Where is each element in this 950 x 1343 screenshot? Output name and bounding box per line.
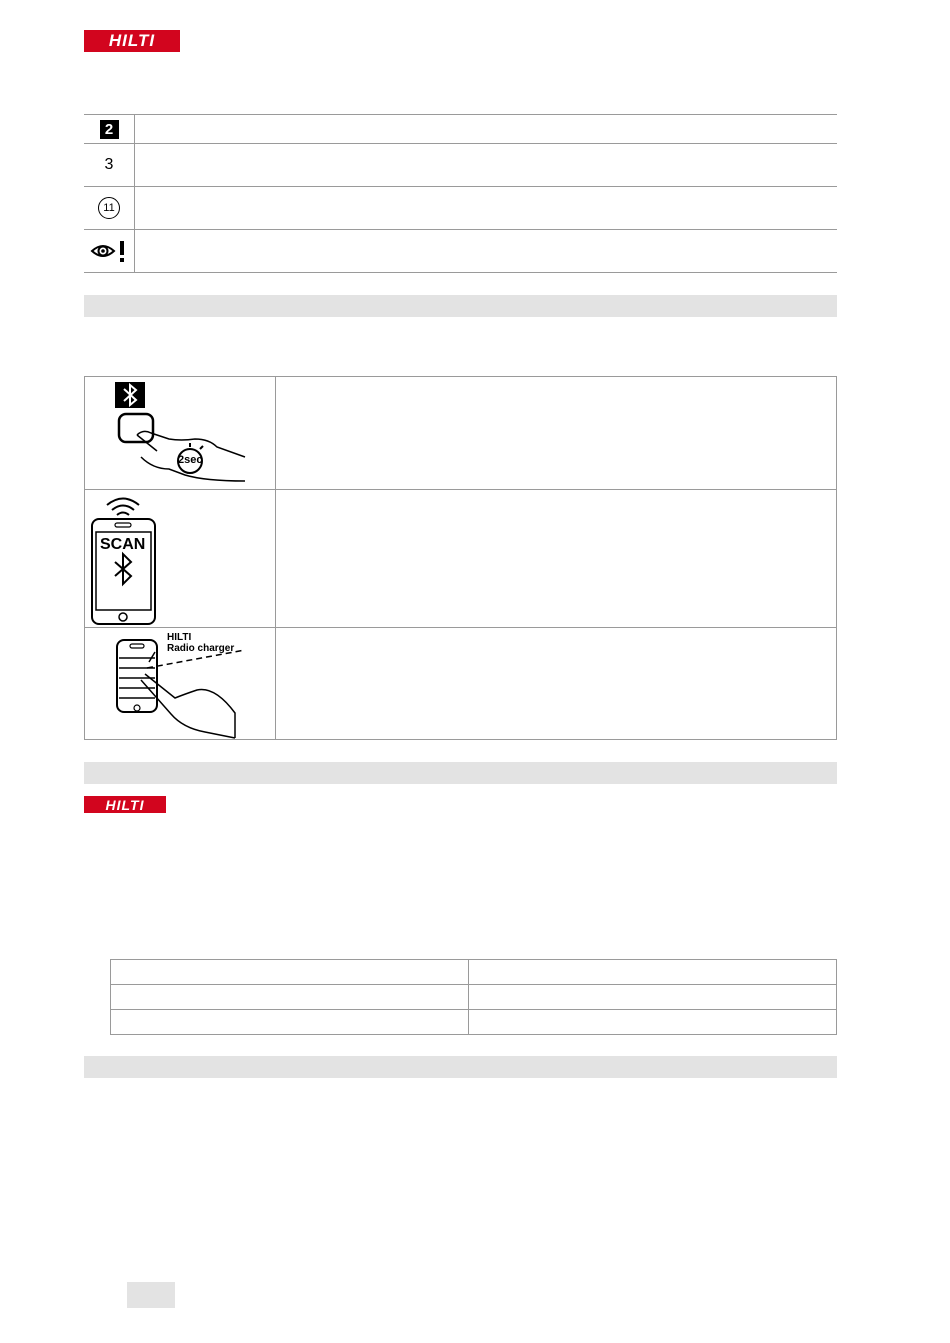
symbol-row [84,230,837,273]
symbol-cell [84,230,135,272]
table-cell [469,1010,836,1034]
step-row [85,628,836,739]
step-description [276,377,836,489]
section-heading-band [84,1056,837,1078]
step-description [276,490,836,627]
symbol-row [84,144,837,187]
step-row [85,490,836,628]
step-number: 3 [104,156,114,173]
step-description [276,628,836,739]
symbol-cell [84,187,135,229]
section-heading-band [84,295,837,317]
step-row [85,377,836,490]
table-cell [469,960,836,984]
symbol-table [84,114,837,273]
step-grid [84,376,837,740]
data-table [110,959,837,1035]
table-cell [111,960,469,984]
eye-attention-icon [90,239,128,263]
page-number [127,1282,175,1308]
bluetooth-button-press-2sec-icon [85,377,275,489]
table-cell [469,985,836,1009]
step-image-cell [85,628,276,739]
hilti-logo: HILTI [84,796,166,813]
step-image-cell [85,490,276,627]
circled-number-icon: 11 [98,197,120,219]
symbol-row [84,115,837,144]
figure-number-box-icon: 2 [100,120,119,139]
callout-brand: HILTI [167,632,192,643]
symbol-description [135,230,837,272]
symbol-cell [84,144,135,186]
symbol-description [135,115,837,143]
duration-badge: 2sec [178,454,203,466]
section-heading-band [84,762,837,784]
step-image-cell [85,377,276,489]
symbol-description [135,187,837,229]
callout-product: Radio charger [167,643,235,654]
symbol-row [84,187,837,230]
symbol-description [135,144,837,186]
smartphone-bluetooth-scan-icon [85,490,275,627]
table-cell [111,1010,469,1034]
table-row [111,985,836,1010]
symbol-cell [84,115,135,143]
scan-screen-label: SCAN [100,536,146,553]
table-cell [111,985,469,1009]
table-row [111,1010,836,1034]
table-row [111,960,836,985]
hilti-logo: HILTI [84,30,180,52]
